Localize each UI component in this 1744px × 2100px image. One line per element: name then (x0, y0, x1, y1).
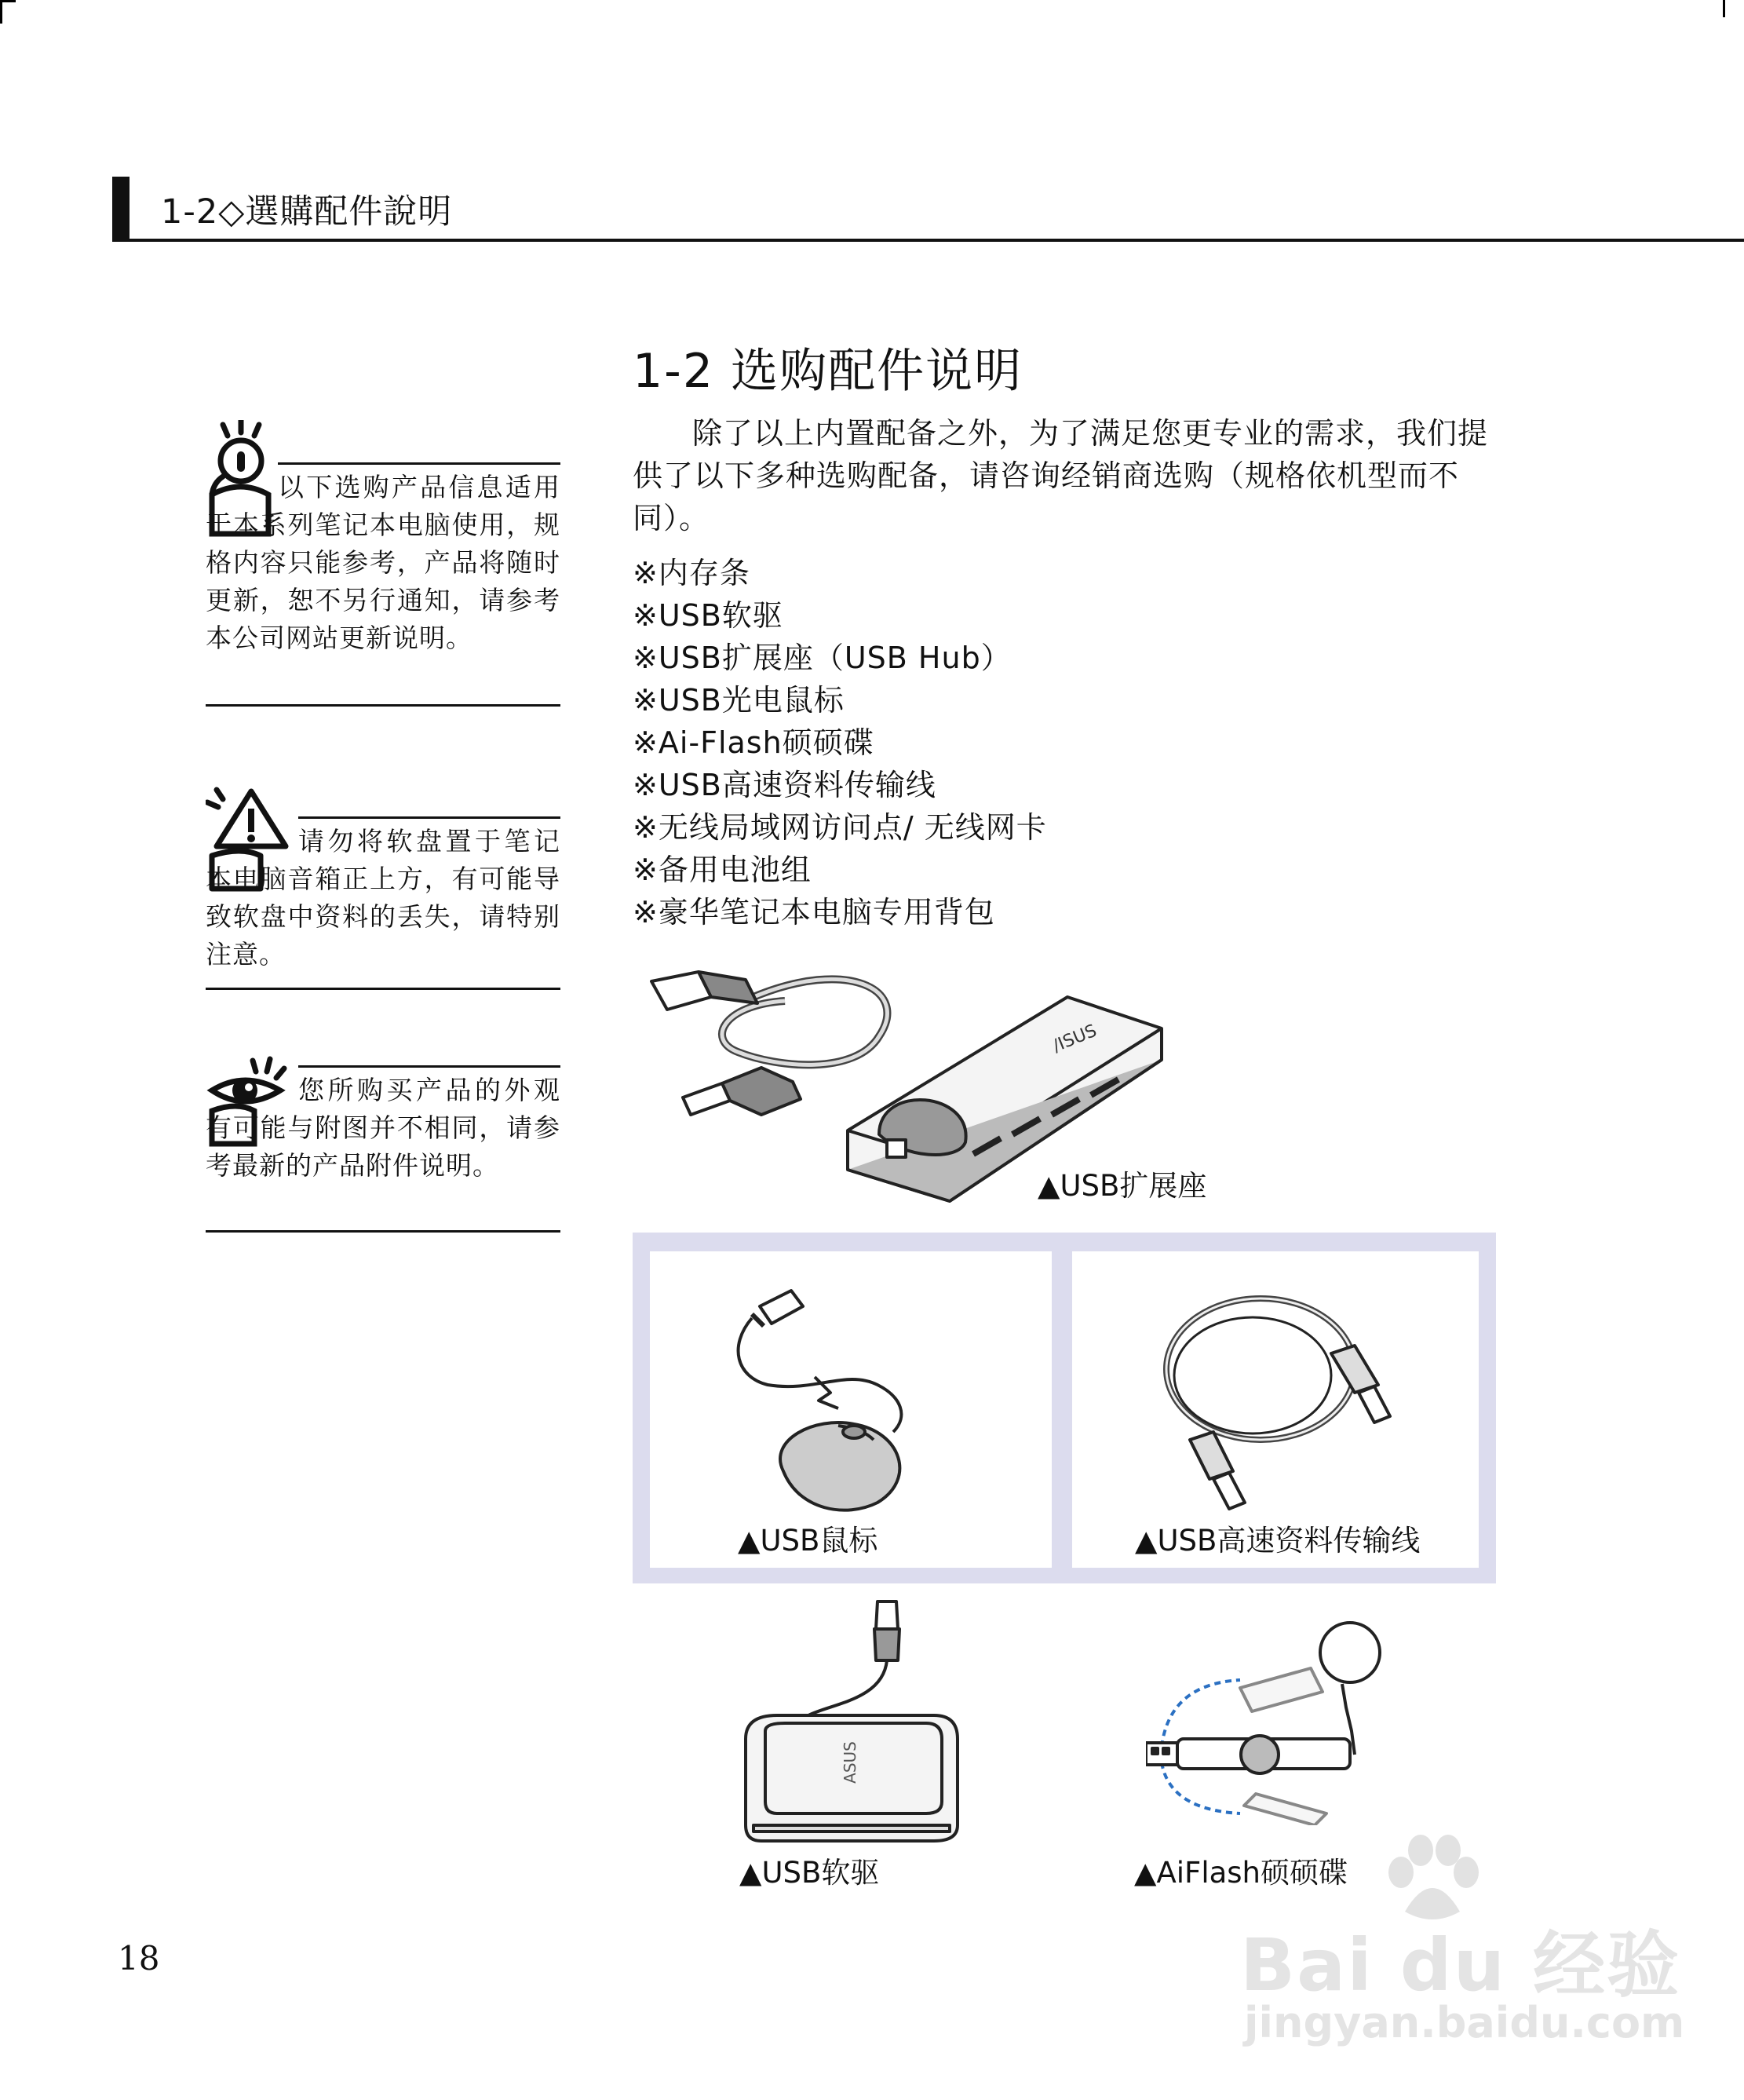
crop-mark-left-h (0, 0, 16, 2)
list-item: ※豪华笔记本电脑专用背包 (633, 895, 995, 929)
floppy-caption: ▲USB软驱 (739, 1856, 880, 1890)
note-text: 您所购买产品的外观有可能与附图并不相同，请参考最新的产品附件说明。 (206, 1075, 560, 1181)
accessory-list (633, 552, 1047, 933)
page-title: 1-2 选购配件说明 (633, 344, 1023, 399)
list-item: ※USB光电鼠标 (633, 683, 845, 718)
note-rule-bottom (206, 1230, 560, 1233)
baidu-watermark-url: jingyan.baidu.com (1244, 1998, 1685, 2047)
header-bar (112, 177, 130, 239)
note-rule-bottom (206, 988, 560, 990)
hub-caption: ▲USB扩展座 (1038, 1169, 1207, 1203)
list-item: ※USB高速资料传输线 (633, 768, 936, 802)
list-item: ※USB软驱 (633, 598, 783, 633)
svg-text:ASUS: ASUS (841, 1741, 859, 1784)
side-note-appearance (206, 1056, 560, 1236)
note-text: 以下选购产品信息适用于本系列笔记本电脑使用，规格内容只能参考，产品将随时更新，恕不另行通知，请参考本公司网站更新说明。 (206, 472, 560, 653)
header-section-label: 1-2◇選購配件說明 (161, 192, 453, 232)
list-item: ※USB扩展座（USB Hub） (633, 641, 1012, 675)
header-rule (112, 239, 1744, 242)
list-item: ※Ai-Flash硕硕碟 (633, 725, 874, 760)
usb-floppy-illustration (730, 1598, 965, 1857)
note-text: 请勿将软盘置于笔记本电脑音箱正上方，有可能导致软盘中资料的丢失，请特别注意。 (206, 826, 560, 970)
note-rule-top (298, 816, 560, 819)
cable-caption: ▲USB高速资料传输线 (1135, 1524, 1421, 1558)
usb-mouse-illustration (721, 1283, 956, 1518)
hub-brand-label: /ISUS (1049, 1021, 1100, 1057)
note-rule-top (298, 1065, 560, 1068)
crop-mark-right-v (1723, 0, 1725, 17)
accessory-panel (633, 1233, 1496, 1583)
list-item: ※无线局域网访问点/ 无线网卡 (633, 810, 1047, 845)
list-item: ※备用电池组 (633, 853, 812, 887)
side-note-warning (206, 785, 560, 993)
list-item: ※内存条 (633, 556, 750, 590)
baidu-watermark-brand: Bai du 经验 (1240, 1923, 1681, 2007)
note-rule-bottom (206, 704, 560, 707)
mouse-caption: ▲USB鼠标 (738, 1524, 878, 1558)
mouse-box (650, 1251, 1052, 1568)
intro-paragraph (633, 412, 1496, 539)
intro-text: 除了以上内置配备之外，为了满足您更专业的需求，我们提供了以下多种选购配备，请咨询经销商选购（规格依机型而不同）。 (633, 416, 1489, 535)
page-number: 18 (118, 1939, 160, 1978)
crop-mark-left-v (0, 0, 2, 24)
usb-cable-illustration (1158, 1283, 1410, 1518)
cable-box (1072, 1251, 1479, 1568)
aiflash-caption: ▲AiFlash硕硕碟 (1134, 1856, 1348, 1890)
side-note-info (206, 420, 560, 710)
aiflash-illustration (1146, 1621, 1428, 1825)
note-rule-top (278, 462, 560, 465)
